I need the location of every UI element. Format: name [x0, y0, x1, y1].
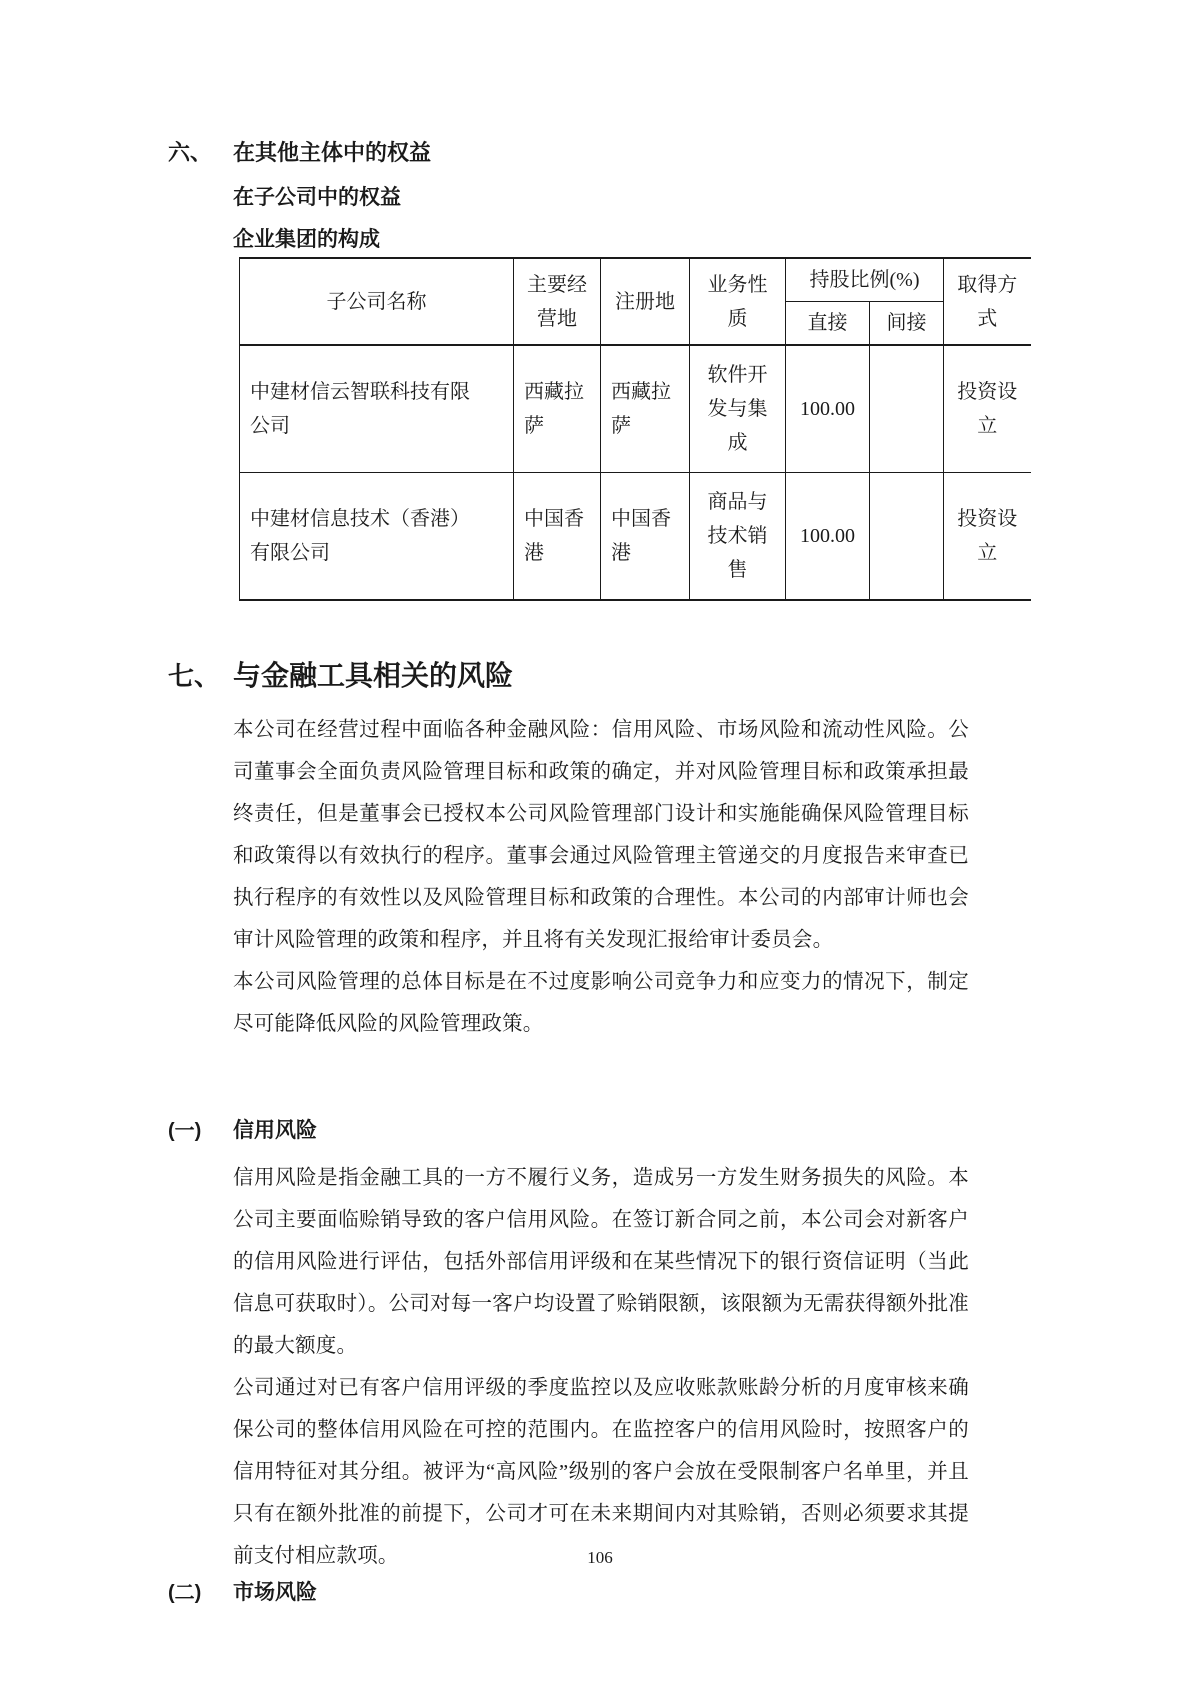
cell-direct-ratio: 100.00 — [786, 345, 870, 473]
paragraph-credit-risk-definition: 信用风险是指金融工具的一方不履行义务，造成另一方发生财务损失的风险。本公司主要面临赊销导致的客户信用风险。在签订新合同之前，本公司会对新客户的信用风险进行评估，包括外部信用评级和在某些情况下的银行资信证明（当此信息可获取时）。公司对每一客户均设置了赊销限额，该限额为无需获得额外批准的最大额度。 — [233, 1167, 969, 1357]
section-6-heading — [168, 138, 1030, 168]
subsidiaries-table — [239, 257, 1031, 601]
table-row — [240, 345, 1031, 473]
section-7-title: 与金融工具相关的风险 — [233, 660, 514, 691]
cell-subsidiary-name: 中建材信云智联科技有限公司 — [240, 345, 514, 473]
subsection-market-risk-title: 市场风险 — [233, 1581, 317, 1604]
cell-direct-ratio: 100.00 — [786, 473, 870, 601]
section-7-heading — [168, 657, 1030, 695]
section-6-number: 六、 — [168, 140, 213, 165]
cell-business-nature: 软件开发与集成 — [690, 345, 786, 473]
col-header-acquisition-method: 取得方式 — [944, 258, 1031, 345]
col-header-direct: 直接 — [786, 302, 870, 346]
subsection-credit-risk-number: (一) — [168, 1120, 202, 1142]
subsection-interests-in-subsidiaries-heading: 在子公司中的权益 — [233, 186, 401, 209]
paragraph-financial-risk-overview: 本公司在经营过程中面临各种金融风险：信用风险、市场风险和流动性风险。公司董事会全面负责风险管理目标和政策的确定，并对风险管理目标和政策承担最终责任，但是董事会已授权本公司风险管理部门设计和实施能确保风险管理目标和政策得以有效执行的程序。董事会通过风险管理主管递交的月度报告来审查已执行程序的有效性以及风险管理目标和政策的合理性。本公司的内部审计师也会审计风险管理的政策和程序，并且将有关发现汇报给审计委员会。 — [233, 719, 969, 951]
col-header-indirect: 间接 — [870, 302, 944, 346]
subsection-market-risk-number: (二) — [168, 1582, 202, 1604]
subsection-credit-risk-title: 信用风险 — [233, 1119, 317, 1142]
subsection-market-risk-heading — [168, 1579, 1030, 1607]
cell-business-place: 西藏拉萨 — [514, 345, 601, 473]
table-row — [240, 473, 1031, 601]
page-number: 106 — [587, 1548, 613, 1567]
paragraph-risk-management-objective: 本公司风险管理的总体目标是在不过度影响公司竞争力和应变力的情况下，制定尽可能降低风险的风险管理政策。 — [233, 971, 969, 1035]
paragraph-credit-risk-monitoring: 公司通过对已有客户信用评级的季度监控以及应收账款账龄分析的月度审核来确保公司的整体信用风险在可控的范围内。在监控客户的信用风险时，按照客户的信用特征对其分组。被评为“高风险”级别的客户会放在受限制客户名单里，并且只有在额外批准的前提下，公司才可在未来期间内对其赊销，否则必须要求其提前支付相应款项。 — [233, 1377, 969, 1567]
col-header-registered-place: 注册地 — [601, 258, 690, 345]
cell-subsidiary-name: 中建材信息技术（香港）有限公司 — [240, 473, 514, 601]
cell-business-nature: 商品与技术销售 — [690, 473, 786, 601]
section-6-title: 在其他主体中的权益 — [233, 140, 432, 165]
col-header-business-nature: 业务性质 — [690, 258, 786, 345]
col-header-business-place: 主要经营地 — [514, 258, 601, 345]
table-header — [240, 258, 1031, 345]
cell-registered-place: 中国香港 — [601, 473, 690, 601]
col-header-subsidiary-name: 子公司名称 — [240, 258, 514, 345]
section-7-number: 七、 — [168, 661, 221, 691]
col-header-shareholding-ratio: 持股比例(%) — [786, 258, 944, 302]
cell-acquisition-method: 投资设立 — [944, 473, 1031, 601]
cell-acquisition-method: 投资设立 — [944, 345, 1031, 473]
cell-indirect-ratio — [870, 345, 944, 473]
cell-indirect-ratio — [870, 473, 944, 601]
subsection-group-composition-heading: 企业集团的构成 — [233, 228, 380, 251]
cell-registered-place: 西藏拉萨 — [601, 345, 690, 473]
cell-business-place: 中国香港 — [514, 473, 601, 601]
subsection-credit-risk-heading — [168, 1117, 1030, 1145]
